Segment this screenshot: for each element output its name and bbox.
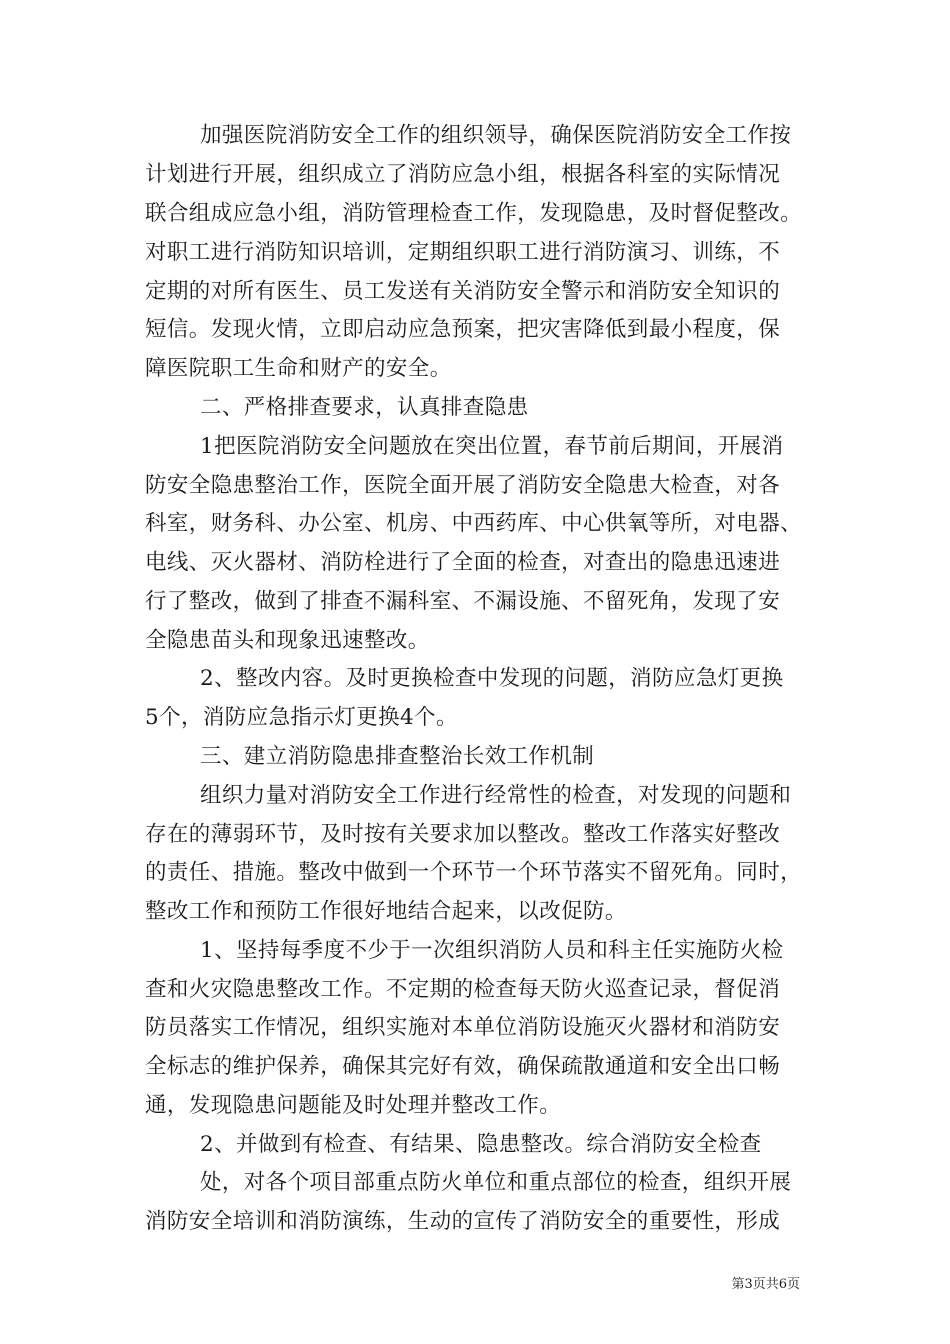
paragraph-line: 通，发现隐患问题能及时处理并整改工作。 <box>145 1093 562 1118</box>
paragraph-line: 5个，消防应急指示灯更换4个。 <box>145 705 458 730</box>
paragraph-line: 短信。发现火情，立即启动应急预案，把灾害降低到最小程度，保 <box>145 317 781 342</box>
paragraph-line: 对职工进行消防知识培训，定期组织职工进行消防演习、训练，不 <box>145 240 781 265</box>
page-number: 第3页共6页 <box>731 1277 800 1292</box>
paragraph-line: 加强医院消防安全工作的组织领导，确保医院消防安全工作按 <box>200 123 792 148</box>
paragraph-line: 电线、灭火器材、消防栓进行了全面的检查，对查出的隐患迅速进 <box>145 550 781 575</box>
paragraph-line: 的责任、措施。整改中做到一个环节一个环节落实不留死角。同时， <box>145 860 803 885</box>
paragraph-line: 科室，财务科、办公室、机房、中西药库、中心供氧等所，对电器、 <box>145 511 803 536</box>
paragraph-line: 定期的对所有医生、员工发送有关消防安全警示和消防安全知识的 <box>145 279 781 304</box>
paragraph-line: 处，对各个项目部重点防火单位和重点部位的检查，组织开展 <box>200 1170 792 1195</box>
paragraph-line: 防员落实工作情况，组织实施对本单位消防设施灭火器材和消防安 <box>145 1015 781 1040</box>
paragraph-line: 计划进行开展，组织成立了消防应急小组，根据各科室的实际情况 <box>145 162 781 187</box>
section-heading: 二、严格排查要求，认真排查隐患 <box>200 395 529 420</box>
section-heading: 三、建立消防隐患排查整治长效工作机制 <box>200 744 595 769</box>
paragraph-line: 全标志的维护保养，确保其完好有效，确保疏散通道和安全出口畅 <box>145 1054 781 1079</box>
paragraph-line: 障医院职工生命和财产的安全。 <box>145 356 452 381</box>
paragraph-line: 消防安全培训和消防演练，生动的宣传了消防安全的重要性，形成 <box>145 1209 781 1234</box>
paragraph-line: 查和火灾隐患整改工作。不定期的检查每天防火巡查记录，督促消 <box>145 977 781 1002</box>
paragraph-line: 全隐患苗头和现象迅速整改。 <box>145 628 430 653</box>
paragraph-line: 1把医院消防安全问题放在突出位置，春节前后期间，开展消 <box>200 434 784 459</box>
paragraph-line: 存在的薄弱环节，及时按有关要求加以整改。整改工作落实好整改 <box>145 822 781 847</box>
paragraph-line: 整改工作和预防工作很好地结合起来，以改促防。 <box>145 899 627 924</box>
paragraph-line: 2、并做到有检查、有结果、隐患整改。综合消防安全检查 <box>200 1132 762 1157</box>
paragraph-line: 2、整改内容。及时更换检查中发现的问题，消防应急灯更换 <box>200 666 784 691</box>
paragraph-line: 防安全隐患整治工作，医院全面开展了消防安全隐患大检查，对各 <box>145 473 781 498</box>
paragraph-line: 1、坚持每季度不少于一次组织消防人员和科主任实施防火检 <box>200 938 784 963</box>
paragraph-line: 组织力量对消防安全工作进行经常性的检查，对发现的问题和 <box>200 783 792 808</box>
paragraph-line: 行了整改，做到了排查不漏科室、不漏设施、不留死角，发现了安 <box>145 589 781 614</box>
paragraph-line: 联合组成应急小组，消防管理检查工作，发现隐患，及时督促整改。 <box>145 201 803 226</box>
